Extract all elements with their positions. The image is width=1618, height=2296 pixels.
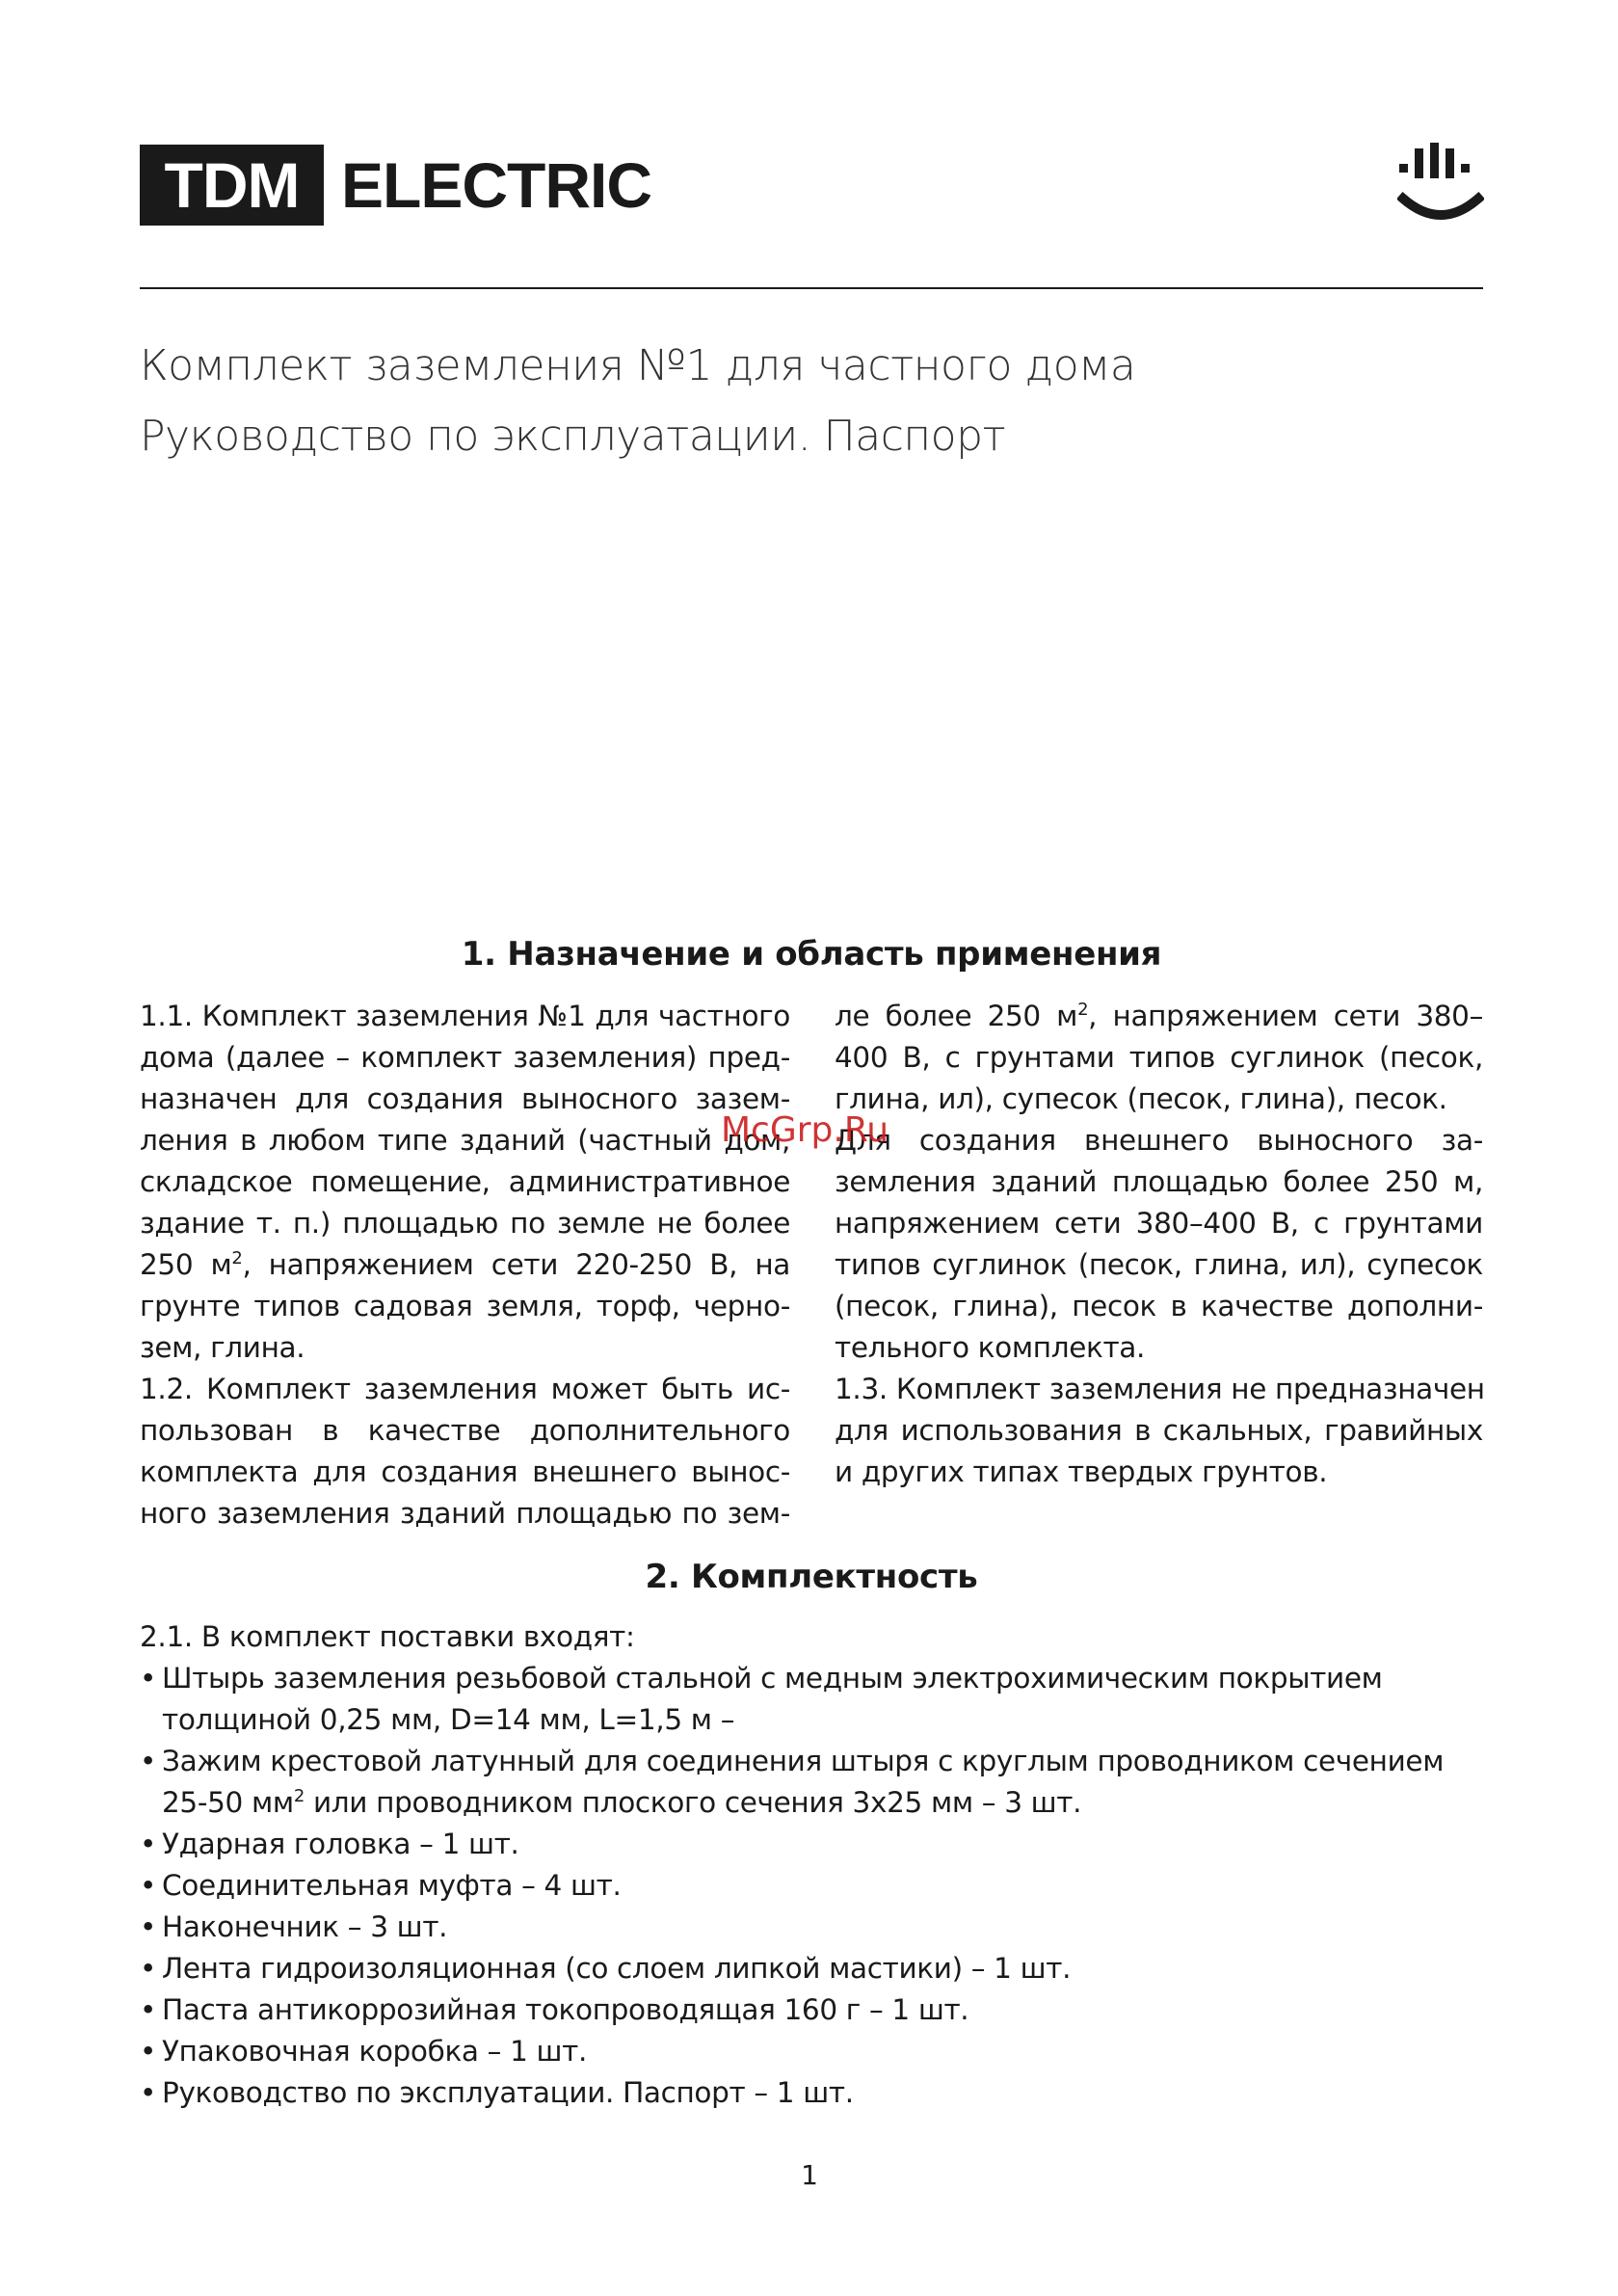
text-line: дома (далее – комплект заземления) пред-: [140, 1041, 790, 1074]
text-line: 1.2. Комплект заземления может быть ис-: [140, 1373, 790, 1405]
text-line: складское помещение, административное: [140, 1165, 790, 1198]
bullet-icon: •: [140, 2035, 157, 2068]
bullet-icon: •: [140, 1662, 157, 1695]
document-title: Комплект заземления №1 для частного дома: [140, 341, 1136, 390]
bullet-icon: •: [140, 1869, 157, 1902]
text-line: 1.1. Комплект заземления №1 для частного: [140, 1000, 790, 1032]
text-line: для использования в скальных, гравийных: [835, 1414, 1483, 1447]
text-line: (песок, глина), песок в качестве дополни-: [835, 1290, 1483, 1322]
text-line: комплекта для создания внешнего вынос-: [140, 1455, 790, 1488]
text-line: ления в любом типе зданий (частный дом,: [140, 1124, 790, 1157]
list-item-continuation: 25-50 $мм^2$ или проводником плоского сечения 3х25 мм – 3 шт.: [162, 1786, 1082, 1819]
text-line: типов суглинок (песок, глина, ил), супесок: [835, 1248, 1483, 1281]
bullet-icon: •: [140, 1952, 157, 1985]
text-line-with-superscript: 250 $м^2$, напряжением сети 220-250 В, на: [140, 1248, 790, 1281]
text-line: ного заземления зданий площадью по зем-: [140, 1497, 790, 1530]
text-line: зем, глина.: [140, 1331, 305, 1364]
list-item: Зажим крестовой латунный для соединения штыря с круглым проводником сечением: [162, 1745, 1445, 1777]
text-line: назначен для создания выносного зазем-: [140, 1082, 790, 1115]
text-line: тельного комплекта.: [835, 1331, 1146, 1364]
bullet-icon: •: [140, 1745, 157, 1777]
text-line: пользован в качестве дополнительного: [140, 1414, 790, 1447]
logo-tdm-box: TDM: [140, 145, 324, 226]
header-divider: [140, 287, 1483, 289]
list-item: Лента гидроизоляционная (со слоем липкой мастики) – 1 шт.: [162, 1952, 1072, 1985]
list-item: Паста антикоррозийная токопроводящая 160 г – 1 шт.: [162, 1993, 969, 2026]
section-1-heading: 1. Назначение и область применения: [461, 935, 1162, 974]
list-item: Руководство по эксплуатации. Паспорт – 1 шт.: [162, 2076, 854, 2109]
bullet-icon: •: [140, 1993, 157, 2026]
text-line: 1.3. Комплект заземления не предназначен: [835, 1373, 1485, 1405]
bullet-icon: •: [140, 2076, 157, 2109]
list-item: Наконечник – 3 шт.: [162, 1910, 448, 1943]
text-line: глина, ил), супесок (песок, глина), песок.: [835, 1082, 1447, 1115]
logo-electric-word: ELECTRIC: [341, 149, 651, 221]
list-intro: 2.1. В комплект поставки входят:: [140, 1620, 635, 1653]
document-subtitle: Руководство по эксплуатации. Паспорт: [140, 412, 1006, 461]
text-line: грунте типов садовая земля, торф, черно-: [140, 1290, 790, 1322]
list-item: Упаковочная коробка – 1 шт.: [162, 2035, 588, 2068]
list-item: Соединительная муфта – 4 шт.: [162, 1869, 622, 1902]
text-line: напряжением сети 380–400 В, с грунтами: [835, 1207, 1483, 1240]
page-number: 1: [801, 2159, 818, 2191]
text-line: здание т. п.) площадью по земле не более: [140, 1207, 790, 1240]
text-line: земления зданий площадью более 250 м,: [835, 1165, 1483, 1198]
text-line: и других типах твердых грунтов.: [835, 1455, 1328, 1488]
section-2-heading: 2. Комплектность: [645, 1558, 978, 1596]
bullet-icon: •: [140, 1910, 157, 1943]
text-line: 400 В, с грунтами типов суглинок (песок,: [835, 1041, 1483, 1074]
text-line: Для создания внешнего выносного за-: [835, 1124, 1483, 1157]
list-item: Ударная головка – 1 шт.: [162, 1828, 519, 1860]
watermark-text: McGrp.Ru: [721, 1110, 889, 1150]
list-item: Штырь заземления резьбовой стальной с медным электрохимическим покрытием: [162, 1662, 1383, 1695]
list-item-continuation: толщиной 0,25 мм, D=14 мм, L=1,5 м –: [162, 1703, 735, 1736]
tdm-smile-icon: [1397, 143, 1484, 231]
bullet-icon: •: [140, 1828, 157, 1860]
text-line-with-superscript: ле более 250 $м^2$, напряжением сети 380–: [835, 1000, 1483, 1032]
